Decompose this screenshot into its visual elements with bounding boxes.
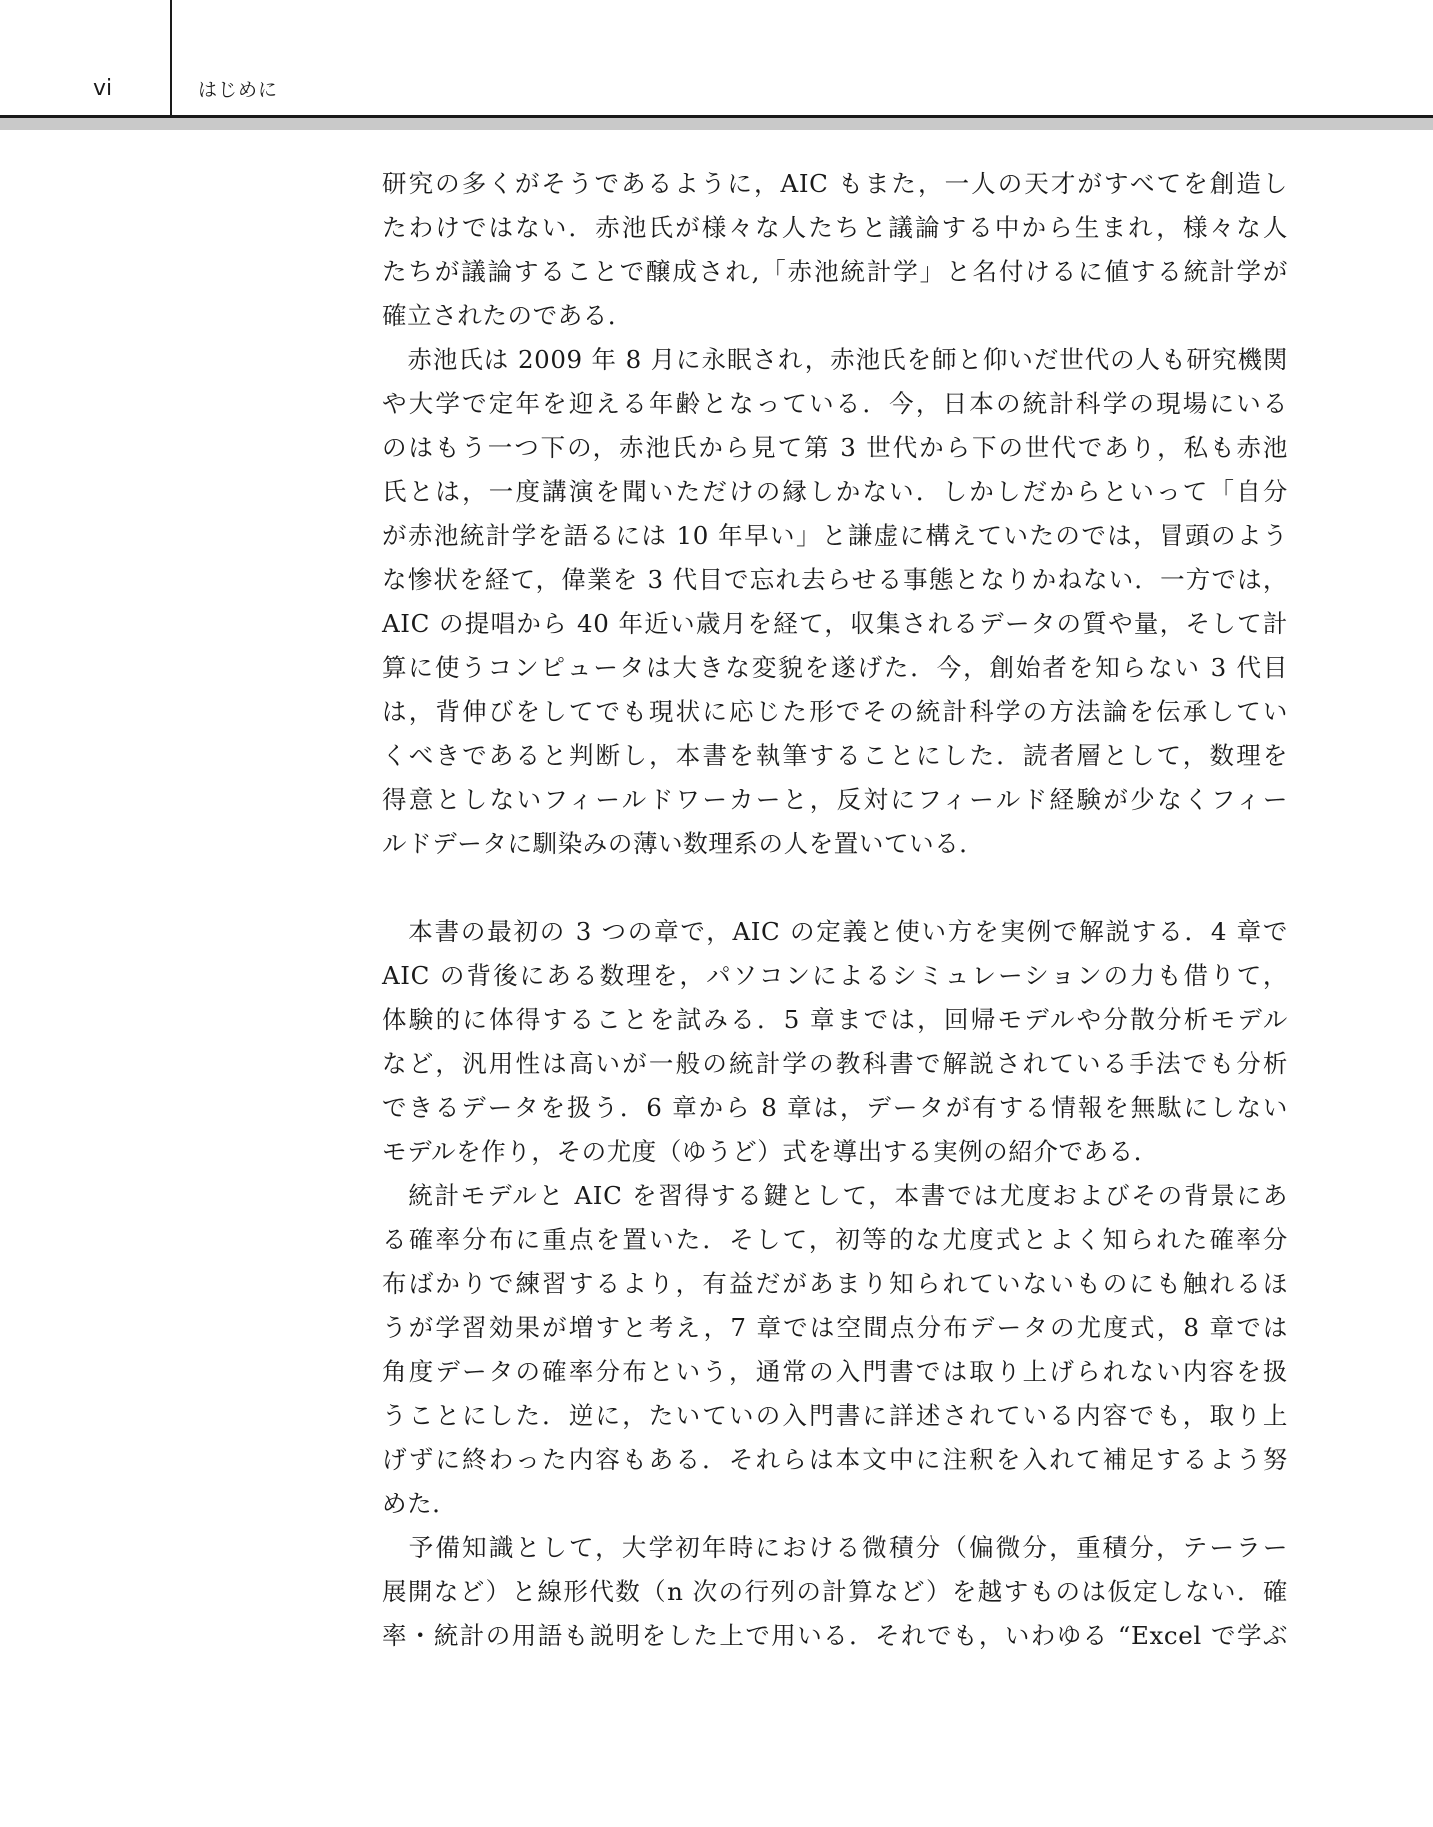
text-line: 予備知識として，大学初年時における微積分（偏微分，重積分，テーラー <box>382 1533 1288 1562</box>
paragraph-2 <box>382 338 1288 866</box>
text-line: 体験的に体得することを試みる．5 章までは，回帰モデルや分散分析モデル <box>382 1005 1288 1034</box>
text-line: AIC の提唱から 40 年近い歳月を経て，収集されるデータの質や量，そして計 <box>382 609 1288 638</box>
section-spacer <box>382 866 1288 910</box>
text-line: 角度データの確率分布という，通常の入門書では取り上げられない内容を扱 <box>382 1357 1288 1386</box>
text-line: めた． <box>382 1489 458 1518</box>
running-head: はじめに <box>198 79 279 101</box>
text-line: 率・統計の用語も説明をした上で用いる．それでも，いわゆる “Excel で学ぶ <box>382 1621 1288 1650</box>
text-line: 展開など）と線形代数（n 次の行列の計算など）を越すものは仮定しない．確 <box>382 1577 1288 1606</box>
text-line: や大学で定年を迎える年齢となっている．今，日本の統計科学の現場にいる <box>382 389 1288 418</box>
text-line: が赤池統計学を語るには 10 年早い」と謙虚に構えていたのでは，冒頭のよう <box>382 521 1288 550</box>
paragraph-4 <box>382 1174 1288 1526</box>
text-line: ルドデータに馴染みの薄い数理系の人を置いている． <box>382 829 985 858</box>
text-line: は，背伸びをしてでも現状に応じた形でその統計科学の方法論を伝承してい <box>382 697 1288 726</box>
text-line: 赤池氏は 2009 年 8 月に永眠され，赤池氏を師と仰いだ世代の人も研究機関 <box>382 345 1288 374</box>
body-text <box>382 162 1288 1658</box>
text-line: 布ばかりで練習するより，有益だがあまり知られていないものにも触れるほ <box>382 1269 1288 1298</box>
text-line: 算に使うコンピュータは大きな変貌を遂げた．今，創始者を知らない 3 代目 <box>382 653 1288 682</box>
text-line: モデルを作り，その尤度（ゆうど）式を導出する実例の紹介である． <box>382 1137 1159 1166</box>
paragraph-5 <box>382 1526 1288 1658</box>
paragraph-1 <box>382 162 1288 338</box>
text-line: げずに終わった内容もある．それらは本文中に注釈を入れて補足するよう努 <box>382 1445 1288 1474</box>
text-line: な惨状を経て，偉業を 3 代目で忘れ去らせる事態となりかねない．一方では， <box>382 565 1288 594</box>
text-line: うが学習効果が増すと考え，7 章では空間点分布データの尤度式，8 章では <box>382 1313 1288 1342</box>
text-line: 得意としないフィールドワーカーと，反対にフィールド経験が少なくフィー <box>382 785 1288 814</box>
text-line: 氏とは，一度講演を聞いただけの縁しかない．しかしだからといって「自分 <box>382 477 1288 506</box>
text-line: る確率分布に重点を置いた．そして，初等的な尤度式とよく知られた確率分 <box>382 1225 1288 1254</box>
page-header <box>0 0 1433 132</box>
text-line: たちが議論することで醸成され,「赤池統計学」と名付けるに値する統計学が <box>382 257 1288 286</box>
page-number: vi <box>93 76 113 101</box>
text-line: できるデータを扱う．6 章から 8 章は，データが有する情報を無駄にしない <box>382 1093 1288 1122</box>
text-line: うことにした．逆に，たいていの入門書に詳述されている内容でも，取り上 <box>382 1401 1288 1430</box>
text-line: など，汎用性は高いが一般の統計学の教科書で解説されている手法でも分析 <box>382 1049 1288 1078</box>
text-line: 本書の最初の 3 つの章で，AIC の定義と使い方を実例で解説する．4 章で <box>382 917 1288 946</box>
text-line: くべきであると判断し，本書を執筆することにした．読者層として，数理を <box>382 741 1288 770</box>
text-line: 統計モデルと AIC を習得する鍵として，本書では尤度およびその背景にあ <box>382 1181 1288 1210</box>
text-line: たわけではない．赤池氏が様々な人たちと議論する中から生まれ，様々な人 <box>382 213 1288 242</box>
header-gray-band <box>0 118 1433 130</box>
text-line: のはもう一つ下の，赤池氏から見て第 3 世代から下の世代であり，私も赤池 <box>382 433 1288 462</box>
text-line: 確立されたのである． <box>382 301 633 330</box>
text-line: AIC の背後にある数理を，パソコンによるシミュレーションの力も借りて， <box>382 961 1288 990</box>
paragraph-3 <box>382 910 1288 1174</box>
header-vertical-rule <box>170 0 172 117</box>
text-line: 研究の多くがそうであるように，AIC もまた，一人の天才がすべてを創造し <box>382 169 1288 198</box>
